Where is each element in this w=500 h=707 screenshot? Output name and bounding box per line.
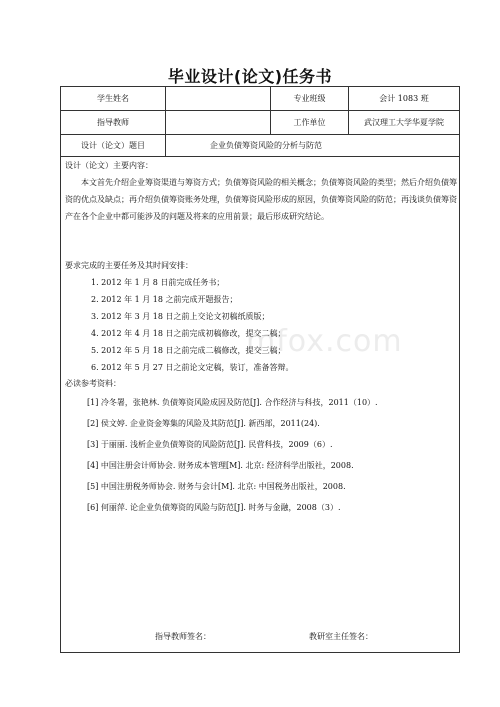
task-item: 6. 2012 年 5 月 27 日之前论文定稿，装订，准备答辩。: [91, 363, 294, 372]
content-body: 本文首先介绍企业筹资渠道与筹资方式；负债筹资风险的相关概念；负债筹资风险的类型；然后介绍负债筹资的优点及缺点；再介绍负债筹资账务处理，负债筹资风险形成的原因，负债筹资风险的防范；再浅谈负债筹资产在各个企业中都可能涉及的问题及将来的应用前景；最后形成研究结论。: [65, 178, 457, 221]
document-title: 毕业设计(论文)任务书: [167, 67, 333, 86]
main-content-section: [65, 157, 457, 225]
class-label: 专业班级: [271, 87, 349, 110]
advisor-signature: 指导教师签名：: [155, 632, 211, 641]
director-signature: 教研室主任签名：: [309, 632, 373, 641]
info-row-topic: [61, 135, 459, 157]
tasks-heading: 要求完成的主要任务及其时间安排：: [65, 261, 193, 270]
student-name-label: 学生姓名: [61, 87, 166, 110]
advisor-label: 指导教师: [61, 111, 166, 134]
reference-item: [4] 中国注册会计师协会. 财务成本管理[M]. 北京: 经济科学出版社，2008.: [87, 461, 354, 470]
info-row-advisor: [61, 111, 459, 135]
task-item: 1. 2012 年 1 月 8 日前完成任务书；: [91, 278, 225, 287]
class-value: 会计 1083 班: [379, 94, 429, 103]
info-row-student: [61, 87, 459, 111]
task-item: 3. 2012 年 3 月 18 日之前上交论文初稿纸质版；: [91, 312, 270, 321]
unit-value: 武汉理工大学华夏学院: [364, 118, 444, 127]
unit-label: 工作单位: [271, 111, 349, 134]
reference-item: [5] 中国注册税务师协会. 财务与会计[M]. 北京: 中国税务出版社，2008.: [87, 482, 346, 491]
references-section: [65, 375, 457, 518]
reference-item: [3] 于丽丽. 浅析企业负债筹资的风险防范[J]. 民营科技，2009（6）.: [87, 440, 333, 449]
reference-item: [1] 冷冬署，张艳林. 负债筹资风险成因及防范[J]. 合作经济与科技，2011（10）.: [87, 398, 378, 407]
task-item: 2. 2012 年 1 月 18 之前完成开题报告；: [91, 295, 238, 304]
content-heading: 设计（论文）主要内容：: [65, 161, 153, 170]
topic-value: 企业负债筹资风险的分析与防范: [210, 141, 322, 150]
topic-label: 设计（论文）题目: [61, 135, 166, 156]
advisor-value: [166, 111, 271, 134]
student-name-value: [166, 87, 271, 110]
references-heading: 必读参考资料：: [65, 379, 121, 388]
reference-item: [2] 侯文婷. 企业资金筹集的风险及其防范[J]. 新西部，2011(24).: [87, 419, 320, 428]
reference-item: [6] 何丽萍. 论企业负债筹资的风险与防范[J]. 时务与金融，2008（3）.: [87, 503, 341, 512]
references-list: [65, 392, 457, 518]
task-item: 5. 2012 年 5 月 18 日之前完成二稿修改，提交三稿；: [91, 346, 286, 355]
task-form-table: [60, 86, 460, 653]
task-item: 4. 2012 年 4 月 18 日之前完成初稿修改，提交二稿；: [91, 329, 286, 338]
watermark-text: mfox.com: [246, 324, 403, 359]
